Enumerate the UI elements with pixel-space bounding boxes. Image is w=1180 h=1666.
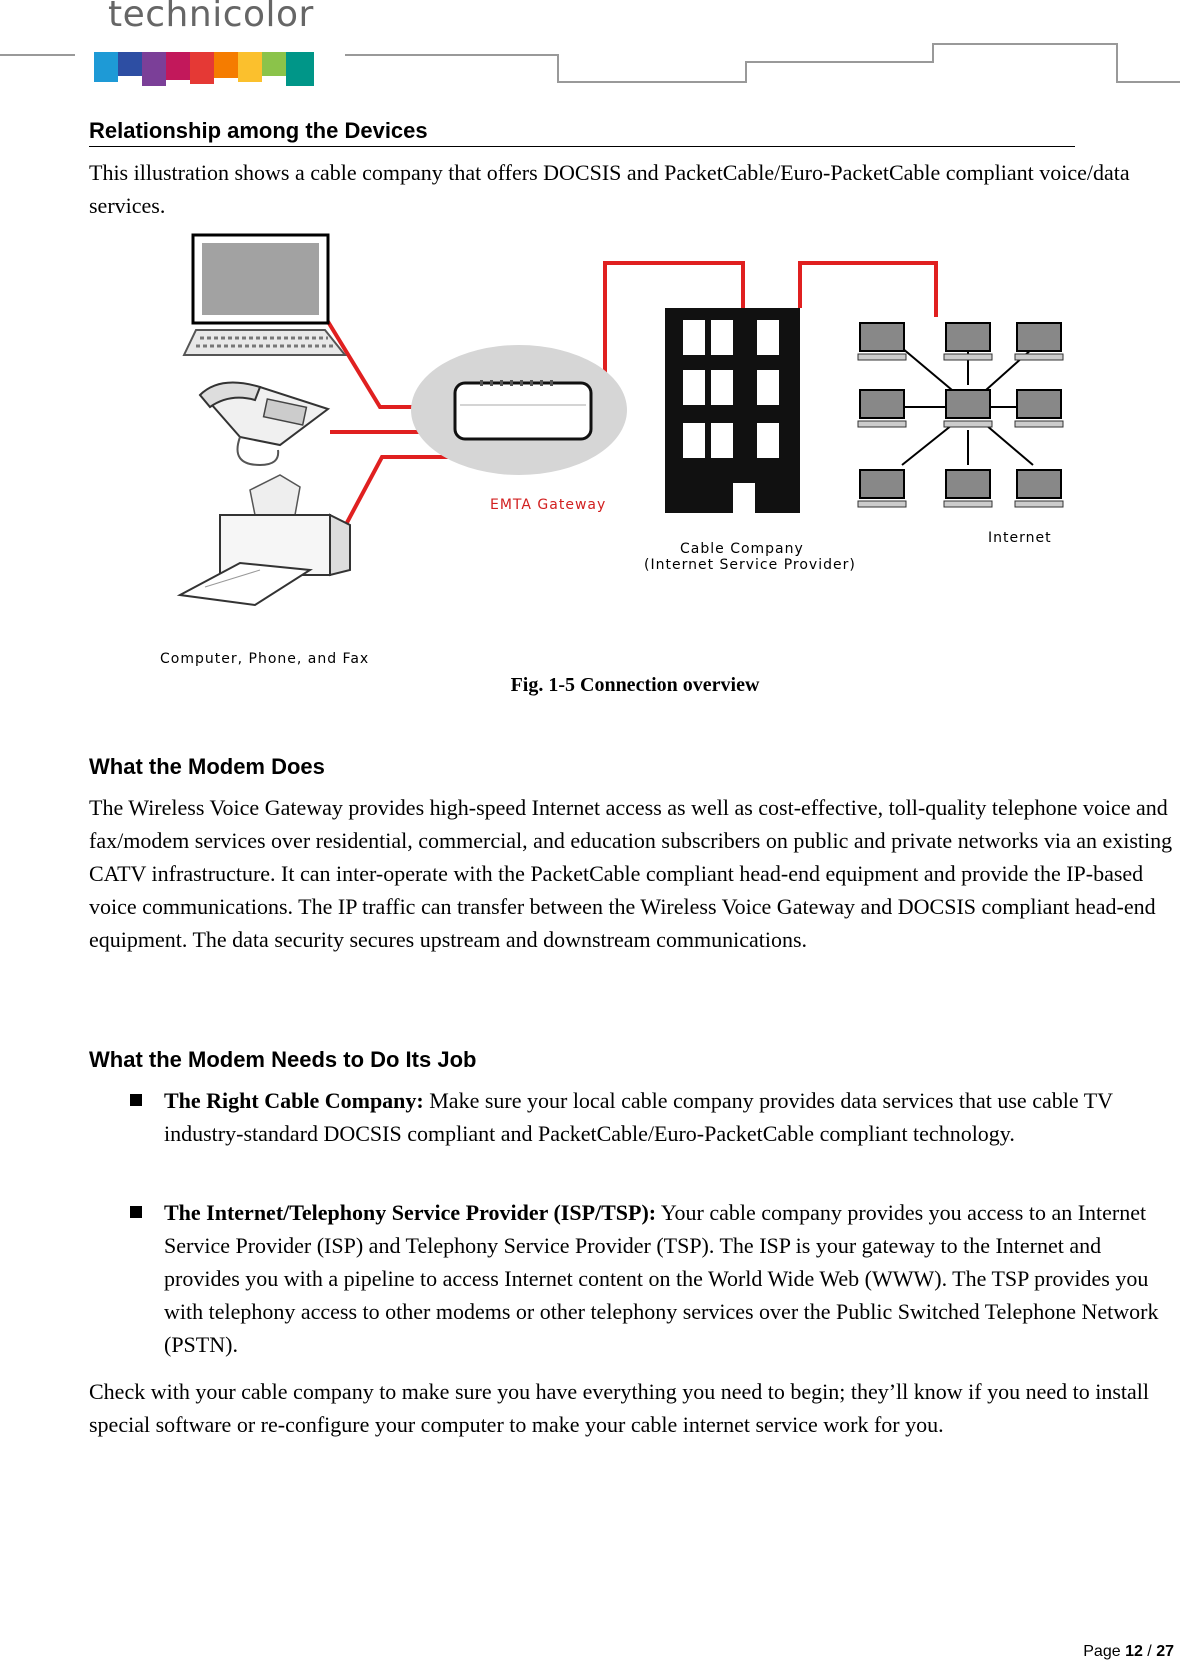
bullet-text: Make sure your local cable company provides data services that use cable TV industry-standard DOCSIS compliant and PacketCable/Euro-PacketCable compliant technology. — [164, 1088, 1113, 1146]
section-title-relationship: Relationship among the Devices — [89, 118, 428, 143]
phone-icon — [200, 383, 328, 466]
section-title-modem-needs: What the Modem Needs to Do Its Job — [89, 1047, 477, 1072]
bullet-square-icon — [130, 1094, 142, 1106]
list-item — [130, 1196, 1180, 1361]
figure-caption: Fig. 1-5 Connection overview — [510, 674, 760, 696]
page-number: Page 12 / 27 — [1083, 1643, 1174, 1660]
list-item — [130, 1084, 1180, 1150]
emta-gateway-icon — [455, 380, 591, 439]
cable-company-label: Cable Company — [680, 541, 804, 557]
fax-printer-icon — [180, 475, 350, 605]
internet-label: Internet — [988, 530, 1052, 546]
cable-company-building-icon — [665, 308, 800, 513]
bullet-text: Your cable company provides you access to an Internet Service Provider (ISP) and Telephony Service Provider (TSP). The ISP is your gateway to the Internet and provides you with a pipeline to access Internet content on the World Wide Web (WWW). The TSP provides you with telephony access to other modems or other telephony services over the Public Switched Telephone Network (PSTN). — [164, 1200, 1159, 1357]
bullet-lead: The Internet/Telephony Service Provider (ISP/TSP): — [164, 1200, 657, 1225]
emta-gateway-label: EMTA Gateway — [490, 497, 607, 513]
intro-paragraph: This illustration shows a cable company that offers DOCSIS and PacketCable/Euro-PacketCable compliant voice/data services. — [89, 160, 1130, 218]
bullet-lead: The Right Cable Company: — [164, 1088, 424, 1113]
computer-icon — [184, 235, 345, 355]
connection-diagram — [160, 225, 1120, 675]
isp-label: (Internet Service Provider) — [644, 557, 856, 573]
logo-wordmark: technicolor — [108, 0, 314, 35]
devices-label: Computer, Phone, and Fax — [160, 651, 370, 667]
modem-description-paragraph: The Wireless Voice Gateway provides high-speed Internet access as well as cost-effective, toll-quality telephone voice and fax/modem services over residential, commercial, and education subscribers on public and private networks via an existing CATV infrastructure. It can inter-operate with the PacketCable compliant head-end equipment and provide the IP-based voice communications. The IP traffic can transfer between the Wireless Voice Gateway and DOCSIS compliant head-end equipment. The data security secures upstream and downstream communications. — [89, 795, 1173, 952]
title-underline — [89, 146, 1075, 147]
bullet-square-icon — [130, 1206, 142, 1218]
section-title-what-modem-does: What the Modem Does — [89, 754, 325, 779]
internet-computers — [858, 323, 1063, 507]
closing-paragraph: Check with your cable company to make sure you have everything you need to begin; they’ll know if you need to install special software or re-configure your computer to make your cable internet service work for you. — [89, 1379, 1150, 1437]
logo-color-bar — [94, 52, 314, 86]
